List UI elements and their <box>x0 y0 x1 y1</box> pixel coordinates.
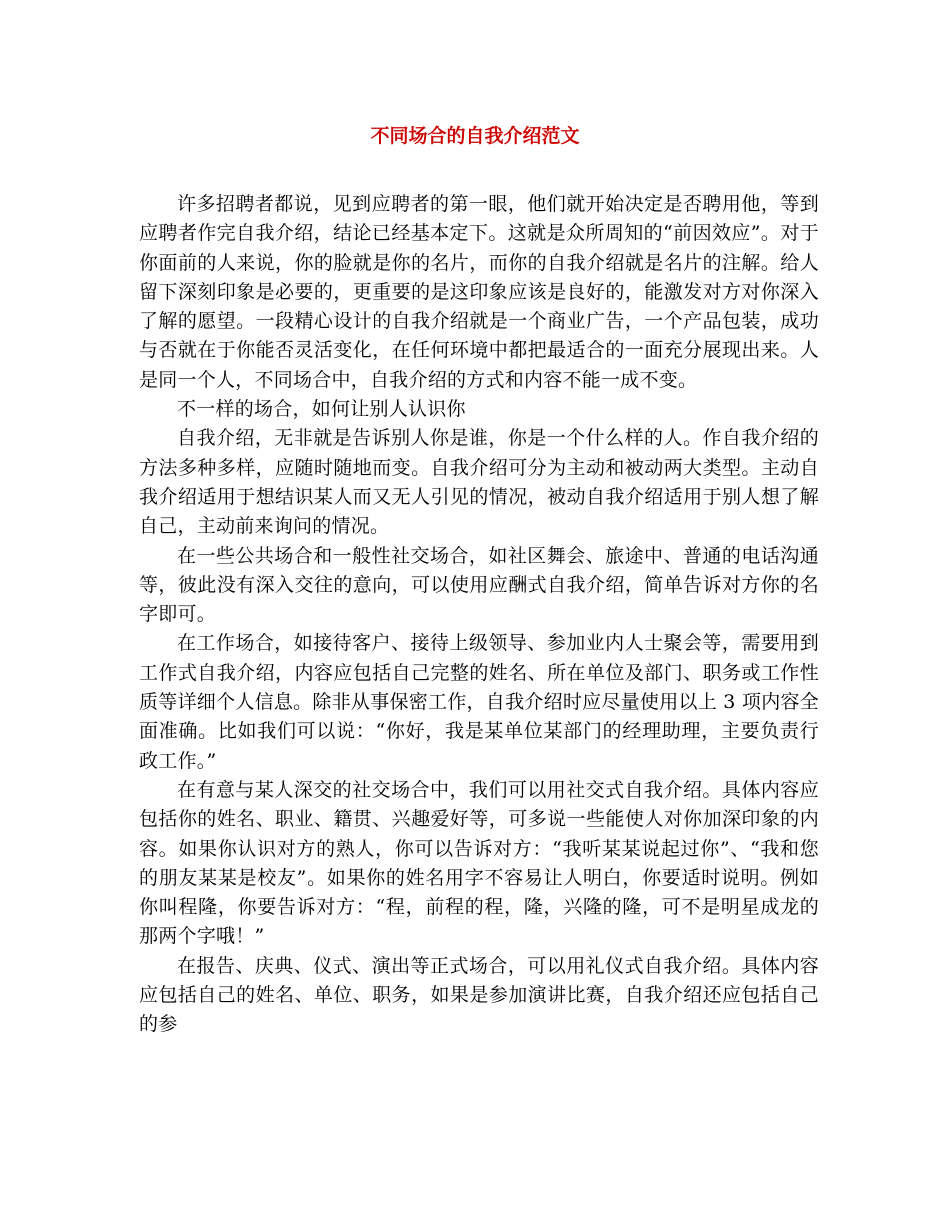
paragraph-formal: 在报告、庆典、仪式、演出等正式场合，可以用礼仪式自我介绍。具体内容应包括自己的姓名、单位、职务，如果是参加演讲比赛，自我介绍还应包括自己的参 <box>139 954 819 1036</box>
paragraph-intro: 许多招聘者都说，见到应聘者的第一眼，他们就开始决定是否聘用他，等到应聘者作完自我介绍，结论已经基本定下。这就是众所周知的“前因效应”。对于你面前的人来说，你的脸就是你的名片，而你的自我介绍就是名片的注解。给人留下深刻印象是必要的，更重要的是这印象应该是良好的，能激发对方对你深入了解的愿望。一段精心设计的自我介绍就是一个商业广告，一个产品包装，成功与否就在于你能否灵活变化，在任何环境中都把最适合的一面充分展现出来。人是同一个人，不同场合中，自我介绍的方式和内容不能一成不变。 <box>139 193 819 391</box>
paragraph-subheading: 不一样的场合，如何让别人认识你 <box>177 398 466 421</box>
paragraph-social: 在有意与某人深交的社交场合中，我们可以用社交式自我介绍。具体内容应包括你的姓名、职业、籍贯、兴趣爱好等，可多说一些能使人对你加深印象的内容。如果你认识对方的熟人，你可以告诉对方：“我听某某说起过你”、“我和您的朋友某某是校友”。如果你的姓名用字不容易让人明白，你要适时说明。例如你叫程隆，你要告诉对方：“程，前程的程，隆，兴隆的隆，可不是明星成龙的那两个字哦！” <box>139 778 819 948</box>
paragraph-work: 在工作场合，如接待客户、接待上级领导、参加业内人士聚会等，需要用到工作式自我介绍，内容应包括自己完整的姓名、所在单位及部门、职务或工作性质等详细个人信息。除非从事保密工作，自我介绍时应尽量使用以上 3 项内容全面准确。比如我们可以说：“你好，我是某单位某部门的经理助理，主要负责行政工作。” <box>139 632 819 772</box>
document-title: 不同场合的自我介绍范文 <box>370 125 580 147</box>
paragraph-types: 自我介绍，无非就是告诉别人你是谁，你是一个什么样的人。作自我介绍的方法多种多样，应随时随地而变。自我介绍可分为主动和被动两大类型。主动自我介绍适用于想结识某人而又无人引见的情况，被动自我介绍适用于别人想了解自己，主动前来询问的情况。 <box>139 427 819 538</box>
paragraph-casual: 在一些公共场合和一般性社交场合，如社区舞会、旅途中、普通的电话沟通等，彼此没有深入交往的意向，可以使用应酬式自我介绍，简单告诉对方你的名字即可。 <box>139 544 819 626</box>
document-body <box>139 190 819 1040</box>
